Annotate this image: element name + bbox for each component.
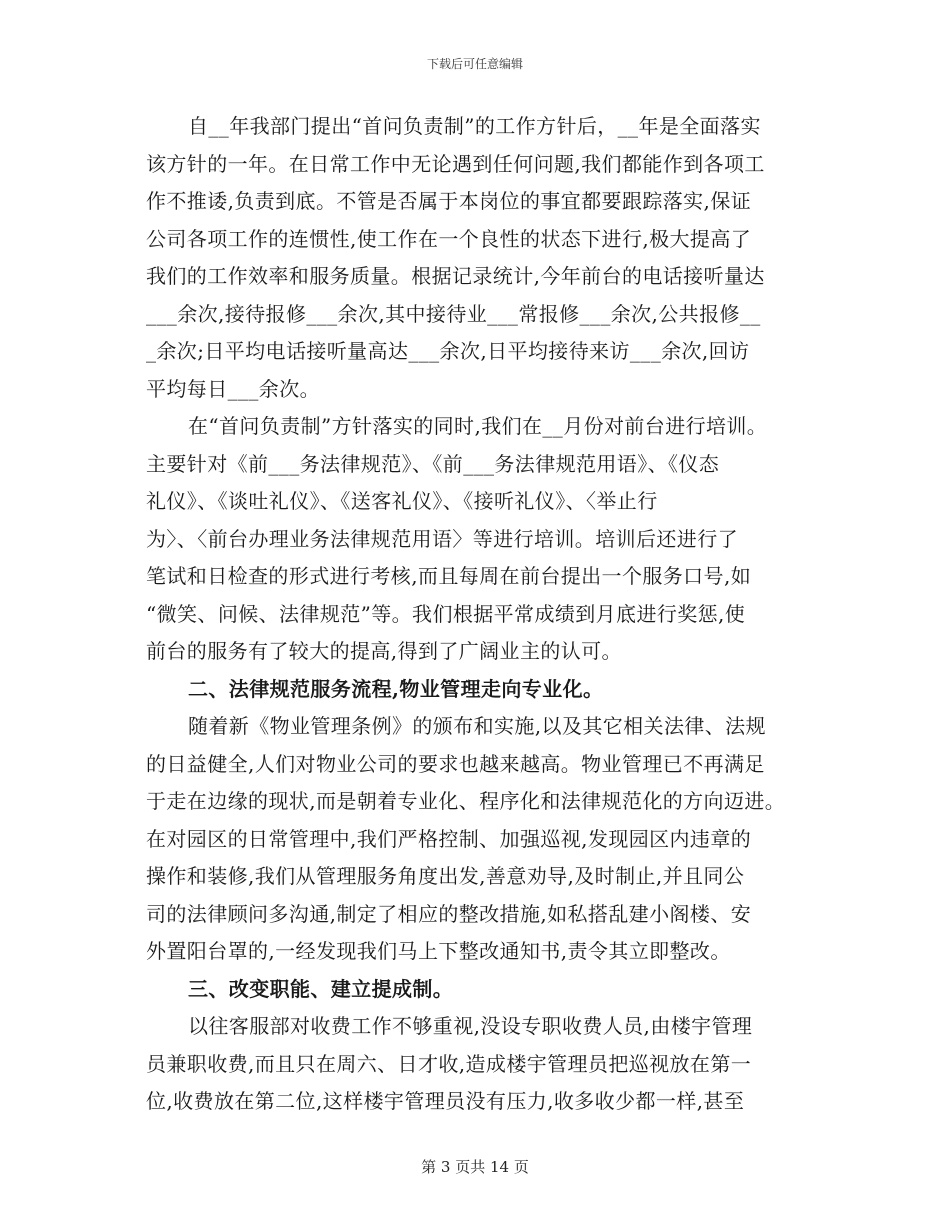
paragraph-line: 我们的工作效率和服务质量。根据记录统计,今年前台的电话接听量达 — [146, 264, 765, 288]
paragraph-line: 平均每日___余次。 — [146, 376, 320, 401]
paragraph-line: 前台的服务有了较大的提高,得到了广阔业主的认可。 — [146, 639, 622, 663]
section-heading: 三、改变职能、建立提成制。 — [188, 976, 454, 1001]
paragraph-line: 于走在边缘的现状,而是朝着专业化、程序化和法律规范化的方向迈进。 — [146, 789, 786, 813]
paragraph-line: 以往客服部对收费工作不够重视,没设专职收费人员,由楼宇管理 — [188, 1014, 753, 1038]
paragraph-line: ___余次,接待报修___余次,其中接待业___常报修___余次,公共报修__ — [146, 301, 761, 326]
page-header: 下载后可任意编辑 — [426, 57, 523, 71]
paragraph-line: 司的法律顾问多沟通,制定了相应的整改措施,如私搭乱建小阁楼、安 — [146, 901, 752, 926]
paragraph-line: 礼仪》、《谈吐礼仪》、《送客礼仪》、《接听礼仪》、〈举止行 — [146, 489, 658, 513]
paragraph-line: 为〉、〈前台办理业务法律规范用语〉等进行培训。培训后还进行了 — [146, 526, 738, 551]
paragraph-line: 该方针的一年。在日常工作中无论遇到任何问题,我们都能作到各项工 — [146, 151, 765, 176]
paragraph-line: “微笑、问候、法律规范”等。我们根据平常成绩到月底进行奖惩,使 — [146, 601, 746, 626]
section-heading: 二、法律规范服务流程,物业管理走向专业化。 — [188, 676, 604, 701]
paragraph-line: _余次;日平均电话接听量高达___余次,日平均接待来访___余次,回访 — [146, 339, 750, 363]
paragraph-line: 随着新《物业管理条例》的颁布和实施,以及其它相关法律、法规 — [188, 714, 766, 738]
paragraph-line: 自__年我部门提出“首问负责制”的工作方针后，__年是全面落实 — [188, 114, 761, 138]
paragraph-line: 在“首问负责制”方针落实的同时,我们在__月份对前台进行培训。 — [188, 414, 768, 438]
paragraph-line: 主要针对《前___务法律规范》、《前___务法律规范用语》、《仪态 — [146, 451, 720, 476]
page-footer: 第 3 页共 14 页 — [421, 1158, 529, 1176]
paragraph-line: 的日益健全,人们对物业公司的要求也越来越高。物业管理已不再满足 — [146, 751, 765, 776]
paragraph-line: 操作和装修,我们从管理服务角度出发,善意劝导,及时制止,并且同公 — [146, 864, 745, 888]
paragraph-line: 公司各项工作的连惯性,使工作在一个良性的状态下进行,极大提高了 — [146, 226, 752, 251]
paragraph-line: 员兼职收费,而且只在周六、日才收,造成楼宇管理员把巡视放在第一 — [146, 1051, 752, 1076]
document-body — [146, 108, 826, 1121]
paragraph-line: 位,收费放在第二位,这样楼宇管理员没有压力,收多收少都一样,甚至 — [146, 1089, 745, 1113]
paragraph-line: 作不推诿,负责到底。不管是否属于本岗位的事宜都要跟踪落实,保证 — [146, 189, 752, 213]
paragraph-line: 在对园区的日常管理中,我们严格控制、加强巡视,发现园区内违章的 — [146, 826, 752, 851]
paragraph-line: 笔试和日检查的形式进行考核,而且每周在前台提出一个服务口号,如 — [146, 564, 752, 588]
paragraph-line: 外置阳台罩的,一经发现我们马上下整改通知书,责令其立即整改。 — [146, 939, 731, 963]
